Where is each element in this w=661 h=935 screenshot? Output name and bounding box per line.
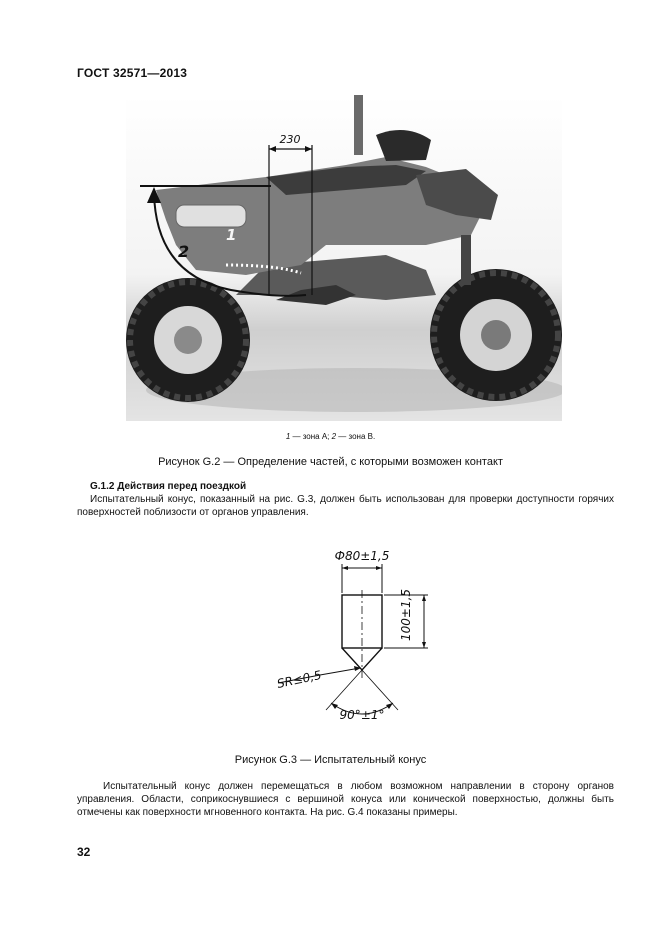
figure-g3-caption: Рисунок G.3 — Испытательный конус: [234, 754, 427, 766]
rear-wheel: [126, 278, 250, 402]
legend-2-number: 2: [331, 432, 337, 441]
closing-paragraph: Испытательный конус должен перемещаться в любом возможном направлении в сторону органов управления. Области, соприкоснувшиеся с вершиной конуса или конической поверхностью, должны быть отмечены как поверхности мгновенного контакта. На рис. G.4 показаны примеры.: [77, 781, 614, 818]
test-cone-drawing: [240, 535, 460, 725]
legend-2-text: — зона В.: [336, 432, 376, 441]
figure-g2-legend: [0, 432, 661, 441]
zone-marker-1: 1: [226, 226, 237, 244]
page-number: 32: [77, 845, 91, 859]
zone-marker-2: 2: [178, 242, 190, 261]
radius-label: SR≤0,5: [275, 667, 323, 691]
section-heading: G.1.2 Действия перед поездкой: [90, 481, 247, 492]
legend-1-number: 1: [285, 432, 291, 441]
legend-1-text: — зона А;: [290, 432, 332, 441]
dimension-230: 230: [279, 133, 301, 146]
angle-label: 90°±1°: [339, 708, 385, 722]
front-wheel: [430, 269, 562, 401]
section-paragraph: Испытательный конус, показанный на рис. G.3, должен быть использован для проверки доступности горячих поверхностей поблизости от органов управления.: [77, 494, 614, 518]
document-header: ГОСТ 32571—2013: [77, 66, 188, 80]
figure-g2-caption: Рисунок G.2 — Определение частей, с которыми возможен контакт: [158, 456, 503, 468]
diameter-label: Ф80±1,5: [334, 549, 390, 563]
atv-photo: [126, 95, 562, 421]
height-label: 100±1,5: [399, 588, 413, 641]
